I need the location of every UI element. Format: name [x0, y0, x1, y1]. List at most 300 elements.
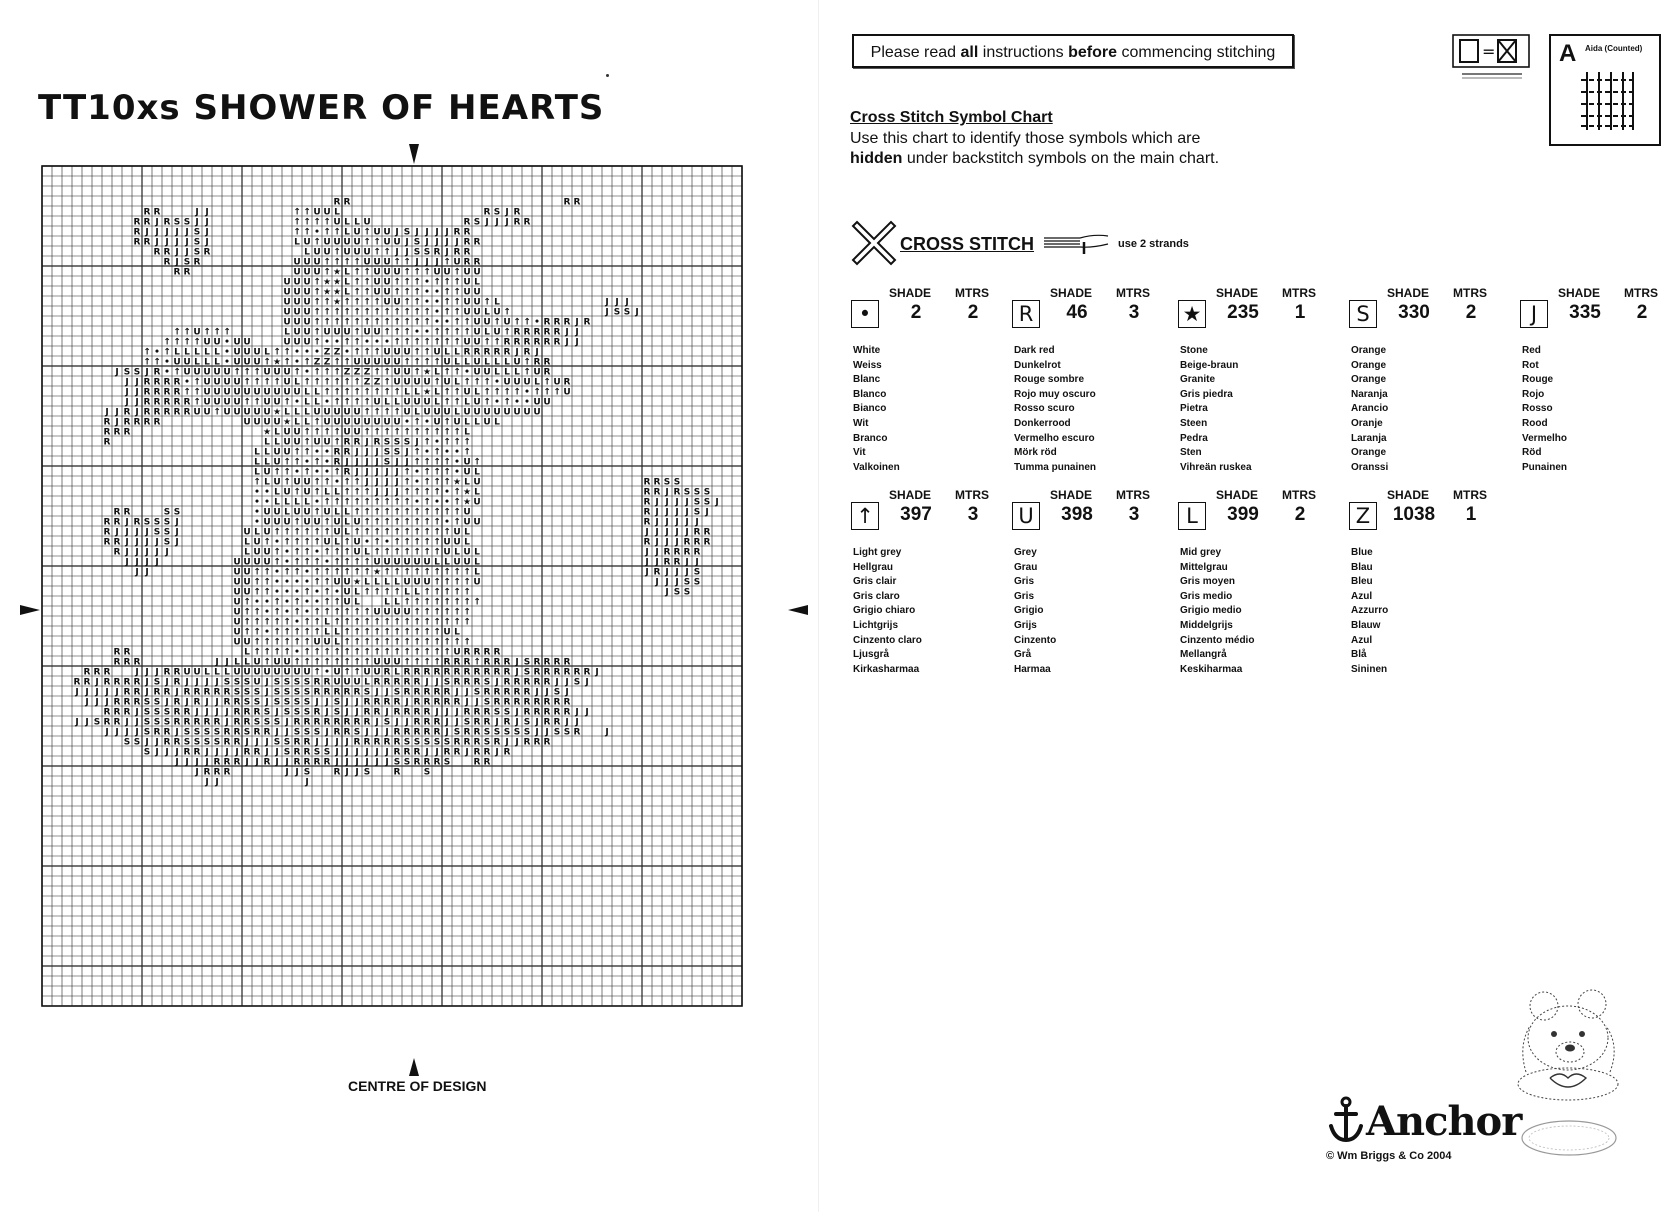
stitch-cell: U	[373, 667, 381, 678]
stitch-cell: R	[103, 437, 111, 448]
stitch-cell: ↑	[403, 327, 411, 338]
stitch-cell: J	[365, 467, 369, 478]
stitch-cell: U	[323, 207, 331, 218]
stitch-cell: J	[415, 227, 419, 238]
stitch-cell: ↑	[433, 527, 441, 538]
stitch-cell: J	[95, 677, 99, 688]
stitch-cell: S	[243, 687, 251, 698]
stitch-cell: U	[393, 237, 401, 248]
stitch-cell: R	[123, 417, 131, 428]
stitch-cell: R	[563, 707, 571, 718]
stitch-cell: U	[373, 227, 381, 238]
stitch-cell: ↑	[323, 577, 331, 588]
stitch-cell: U	[473, 297, 481, 308]
stitch-cell: J	[175, 227, 179, 238]
stitch-cell: •	[324, 667, 330, 678]
stitch-cell: S	[493, 707, 501, 718]
stitch-cell: J	[565, 677, 569, 688]
stitch-cell: U	[253, 667, 261, 678]
stitch-cell: ↑	[363, 267, 371, 278]
stitch-cell: •	[294, 647, 300, 658]
stitch-cell: J	[445, 237, 449, 248]
stitch-cell: ↑	[453, 507, 461, 518]
stitch-cell: J	[385, 707, 389, 718]
stitch-cell: •	[444, 517, 450, 528]
stitch-cell: U	[263, 387, 271, 398]
stitch-cell: S	[283, 707, 291, 718]
stitch-cell: S	[383, 717, 391, 728]
stitch-cell: ↑	[313, 627, 321, 638]
stitch-cell: R	[363, 697, 371, 708]
stitch-cell: J	[135, 377, 139, 388]
stitch-cell: U	[283, 447, 291, 458]
stitch-cell: U	[253, 677, 261, 688]
stitch-cell: S	[493, 727, 501, 738]
stitch-cell: U	[353, 517, 361, 528]
stitch-cell: U	[473, 317, 481, 328]
stitch-cell: R	[423, 727, 431, 738]
stitch-cell: ↑	[243, 607, 251, 618]
stitch-cell: ↑	[163, 347, 171, 358]
stitch-cell: R	[473, 757, 481, 768]
stitch-cell: ↑	[463, 567, 471, 578]
stitch-cell: ↑	[293, 637, 301, 648]
stitch-cell: R	[93, 667, 101, 678]
cross-stitch-chart	[36, 160, 788, 1056]
stitch-cell: R	[643, 477, 651, 488]
stitch-cell: U	[383, 357, 391, 368]
stitch-cell: ↑	[543, 387, 551, 398]
stitch-cell: R	[703, 537, 711, 548]
stitch-cell: ↑	[453, 517, 461, 528]
colour-name: Orange	[1351, 359, 1387, 371]
stitch-cell: ↑	[423, 357, 431, 368]
stitch-cell: R	[543, 667, 551, 678]
stitch-cell: U	[363, 327, 371, 338]
stitch-cell: R	[373, 707, 381, 718]
stitch-cell: L	[304, 397, 310, 408]
stitch-cell: J	[515, 737, 519, 748]
stitch-cell: J	[425, 237, 429, 248]
stitch-cell: L	[294, 377, 300, 388]
stitch-cell: U	[303, 507, 311, 518]
stitch-cell: •	[224, 357, 230, 368]
stitch-cell: J	[655, 497, 659, 508]
stitch-cell: J	[135, 397, 139, 408]
stitch-cell: ↑	[283, 347, 291, 358]
shade-header: SHADE	[1216, 286, 1259, 300]
logo-stamp-icon	[1520, 1118, 1618, 1158]
stitch-cell: ↑	[353, 627, 361, 638]
stitch-cell: ↑	[293, 367, 301, 378]
stitch-cell: ↑	[413, 507, 421, 518]
stitch-cell: •	[284, 557, 290, 568]
stitch-cell: U	[253, 357, 261, 368]
stitch-cell: L	[444, 557, 450, 568]
stitch-cell: J	[465, 697, 469, 708]
colour-name: Arancio	[1351, 403, 1389, 415]
stitch-cell: J	[565, 327, 569, 338]
stitch-cell: L	[474, 277, 480, 288]
stitch-cell: J	[195, 757, 199, 768]
stitch-cell: ↑	[273, 547, 281, 558]
notice-mid: instructions	[978, 44, 1069, 61]
stitch-cell: R	[333, 727, 341, 738]
stitch-cell: ↑	[293, 517, 301, 528]
stitch-cell: ↑	[173, 327, 181, 338]
shade-number: 2	[910, 302, 922, 323]
notice-bold-before: before	[1068, 44, 1118, 61]
stitch-cell: U	[193, 407, 201, 418]
stitch-cell: U	[233, 607, 241, 618]
stitch-cell: R	[313, 707, 321, 718]
stitch-cell: U	[463, 267, 471, 278]
stitch-cell: ↑	[433, 457, 441, 468]
stitch-cell: ↑	[393, 517, 401, 528]
stitch-cell: S	[183, 737, 191, 748]
stitch-cell: L	[464, 477, 470, 488]
stitch-cell: U	[303, 267, 311, 278]
stitch-cell: U	[323, 417, 331, 428]
stitch-cell: ↑	[413, 287, 421, 298]
stitch-cell: J	[265, 697, 269, 708]
colour-name: Red	[1522, 345, 1541, 356]
stitch-cell: S	[293, 687, 301, 698]
mtrs-header: MTRS	[1116, 286, 1150, 300]
stitch-cell: ↑	[203, 327, 211, 338]
stitch-cell: ↑	[303, 637, 311, 648]
stitch-cell: R	[193, 717, 201, 728]
stitch-cell: ↑	[303, 627, 311, 638]
stitch-cell: ↑	[253, 587, 261, 598]
stitch-cell: J	[655, 517, 659, 528]
stitch-cell: J	[155, 217, 159, 228]
stitch-cell: L	[334, 507, 340, 518]
stitch-cell: ↑	[383, 517, 391, 528]
stitch-cell: J	[435, 747, 439, 758]
stitch-cell: ↑	[403, 267, 411, 278]
stitch-cell: R	[453, 677, 461, 688]
stitch-cell: U	[403, 557, 411, 568]
stitch-cell: ↑	[313, 507, 321, 518]
stitch-cell: J	[375, 687, 379, 698]
stitch-cell: L	[344, 517, 350, 528]
stitch-cell: ↑	[443, 367, 451, 378]
stitch-cell: ↑	[313, 457, 321, 468]
stitch-cell: J	[645, 547, 649, 558]
stitch-cell: ↑	[443, 327, 451, 338]
centre-of-design-label: CENTRE OF DESIGN	[348, 1078, 487, 1094]
stitch-cell: J	[165, 747, 169, 758]
stitch-cell: R	[183, 747, 191, 758]
stitch-cell: U	[273, 387, 281, 398]
stitch-cell: S	[193, 227, 201, 238]
stitch-cell: S	[303, 687, 311, 698]
stitch-cell: Z	[373, 377, 381, 388]
stitch-cell: ↑	[433, 607, 441, 618]
stitch-cell: ↑	[503, 327, 511, 338]
stitch-cell: •	[404, 417, 410, 428]
stitch-cell: U	[563, 387, 571, 398]
stitch-cell: ↑	[283, 617, 291, 628]
colour-name: Grigio chiaro	[853, 605, 916, 617]
stitch-cell: L	[254, 447, 260, 458]
stitch-cell: ↑	[353, 567, 361, 578]
stitch-cell: R	[553, 717, 561, 728]
stitch-cell: ↑	[403, 627, 411, 638]
stitch-cell: ↑	[363, 317, 371, 328]
stitch-cell: U	[373, 257, 381, 268]
stitch-cell: U	[303, 337, 311, 348]
stitch-cell: ↑	[323, 297, 331, 308]
stitch-cell: S	[123, 367, 131, 378]
stitch-cell: ↑	[423, 337, 431, 348]
stitch-cell: U	[443, 357, 451, 368]
stitch-cell: •	[284, 547, 290, 558]
stitch-cell: ↑	[373, 347, 381, 358]
stitch-cell: Z	[353, 367, 361, 378]
stitch-cell: R	[113, 427, 121, 438]
stitch-cell: ↑	[303, 447, 311, 458]
stitch-cell: R	[333, 447, 341, 458]
stitch-cell: ↑	[273, 467, 281, 478]
stitch-cell: ↑	[403, 617, 411, 628]
stitch-cell: L	[304, 387, 310, 398]
stitch-cell: J	[595, 667, 599, 678]
stitch-cell: ↑	[373, 587, 381, 598]
stitch-cell: R	[163, 387, 171, 398]
stitch-cell: ↑	[283, 477, 291, 488]
stitch-cell: ↑	[433, 467, 441, 478]
stitch-cell: ↑	[403, 297, 411, 308]
stitch-cell: ↑	[303, 227, 311, 238]
stitch-cell: U	[463, 387, 471, 398]
stitch-cell: J	[715, 497, 719, 508]
stitch-cell: R	[153, 407, 161, 418]
stitch-cell: ↑	[303, 617, 311, 628]
stitch-cell: •	[224, 347, 230, 358]
shade-header: SHADE	[889, 286, 932, 300]
stitch-cell: R	[463, 217, 471, 228]
stitch-cell: R	[153, 207, 161, 218]
stitch-cell: J	[375, 757, 379, 768]
colour-name: Orange	[1351, 374, 1387, 386]
anchor-icon	[1327, 1096, 1365, 1144]
stitch-cell: R	[313, 757, 321, 768]
stitch-cell: U	[323, 507, 331, 518]
stitch-cell: R	[243, 747, 251, 758]
stitch-cell: U	[473, 517, 481, 528]
stitch-cell: J	[355, 697, 359, 708]
stitch-cell: U	[293, 477, 301, 488]
stitch-cell: ↑	[323, 427, 331, 438]
stitch-cell: ↑	[413, 357, 421, 368]
stitch-cell: U	[283, 437, 291, 448]
stitch-cell: U	[493, 407, 501, 418]
stitch-cell: U	[303, 327, 311, 338]
stitch-cell: ↑	[163, 337, 171, 348]
stitch-cell: R	[543, 657, 551, 668]
stitch-cell: •	[414, 477, 420, 488]
stitch-cell: ↑	[383, 327, 391, 338]
stitch-cell: L	[324, 627, 330, 638]
stitch-cell: ★	[272, 357, 282, 368]
stitch-cell: ↑	[363, 507, 371, 518]
stitch-cell: R	[373, 737, 381, 748]
stitch-cell: S	[283, 697, 291, 708]
colour-name: Cinzento	[1014, 634, 1057, 646]
stitch-cell: U	[363, 667, 371, 678]
stitch-cell: •	[344, 347, 350, 358]
stitch-cell: ↑	[303, 437, 311, 448]
stitch-cell: J	[155, 747, 159, 758]
stitch-cell: ↑	[353, 647, 361, 658]
stitch-cell: ★	[322, 287, 332, 298]
stitch-cell: R	[493, 647, 501, 658]
stitch-cell: L	[284, 507, 290, 518]
stitch-cell: ↑	[423, 317, 431, 328]
stitch-cell: S	[233, 687, 241, 698]
stitch-cell: J	[155, 547, 159, 558]
stitch-cell: ↑	[483, 387, 491, 398]
stitch-cell: U	[383, 257, 391, 268]
stitch-cell: S	[523, 727, 531, 738]
stitch-cell: L	[174, 347, 180, 358]
stitch-cell: ↑	[503, 397, 511, 408]
stitch-cell: U	[233, 407, 241, 418]
stitch-cell: ↑	[473, 457, 481, 468]
stitch-cell: J	[115, 407, 119, 418]
colour-name: Gris	[1014, 576, 1035, 588]
stitch-cell: U	[213, 337, 221, 348]
stitch-cell: ↑	[313, 367, 321, 378]
stitch-cell: R	[433, 247, 441, 258]
metres-value: 1	[1294, 302, 1306, 323]
stitch-cell: ↑	[343, 497, 351, 508]
stitch-cell: R	[563, 377, 571, 388]
stitch-cell: ↑	[453, 297, 461, 308]
colour-name: Vermelho escuro	[1014, 432, 1095, 444]
stitch-cell: J	[355, 707, 359, 718]
stitch-cell: U	[473, 327, 481, 338]
stitch-cell: R	[313, 677, 321, 688]
stitch-cell: J	[385, 757, 389, 768]
stitch-cell: J	[665, 577, 669, 588]
stitch-cell: ↑	[413, 457, 421, 468]
stitch-equals-icon	[1452, 34, 1530, 68]
stitch-cell: R	[153, 727, 161, 738]
stitch-cell: U	[293, 307, 301, 318]
stitch-cell: ↑	[293, 657, 301, 668]
stitch-cell: R	[643, 537, 651, 548]
stitch-cell: ↑	[343, 667, 351, 678]
stitch-cell: ↑	[423, 507, 431, 518]
stitch-cell: U	[363, 247, 371, 258]
stitch-cell: •	[454, 467, 460, 478]
stitch-cell: S	[153, 677, 161, 688]
colour-name: Kirkasharmaa	[853, 663, 920, 675]
stitch-cell: R	[143, 217, 151, 228]
stitch-cell: ↑	[453, 387, 461, 398]
stitch-cell: ↑	[513, 317, 521, 328]
stitch-cell: S	[303, 707, 311, 718]
stitch-cell: L	[364, 677, 370, 688]
stitch-cell: S	[153, 517, 161, 528]
stitch-cell: R	[523, 687, 531, 698]
stitch-cell: ↑	[263, 567, 271, 578]
stitch-cell: ↑	[443, 287, 451, 298]
stitch-cell: L	[264, 447, 270, 458]
stitch-cell: R	[443, 687, 451, 698]
stitch-cell: S	[173, 507, 181, 518]
stitch-cell: U	[263, 407, 271, 418]
stitch-cell: R	[163, 397, 171, 408]
stitch-cell: J	[235, 747, 239, 758]
stitch-cell: J	[575, 337, 579, 348]
stitch-cell: ↑	[363, 607, 371, 618]
colour-name: Rouge sombre	[1014, 374, 1085, 386]
stitch-cell: ↑	[483, 337, 491, 348]
stitch-cell: U	[493, 307, 501, 318]
stitch-cell: J	[355, 467, 359, 478]
stitch-cell: S	[673, 587, 681, 598]
stitch-cell: ↑	[443, 297, 451, 308]
shade-number: 399	[1227, 504, 1259, 525]
stitch-cell: ↑	[313, 537, 321, 548]
stitch-cell: Z	[313, 357, 321, 368]
stitch-cell: R	[353, 437, 361, 448]
stitch-cell: R	[153, 387, 161, 398]
colour-name: Vihreän ruskea	[1180, 461, 1252, 473]
stitch-cell: R	[163, 257, 171, 268]
stitch-cell: ↑	[313, 577, 321, 588]
stitch-cell: J	[425, 227, 429, 238]
stitch-cell: S	[303, 727, 311, 738]
stitch-cell: R	[413, 687, 421, 698]
stitch-cell: R	[143, 207, 151, 218]
stitch-cell: ↑	[183, 327, 191, 338]
colour-name: Rosso scuro	[1014, 403, 1075, 415]
stitch-cell: ↑	[373, 307, 381, 318]
stitch-cell: ↑	[423, 597, 431, 608]
stitch-cell: •	[494, 397, 500, 408]
stitch-cell: L	[344, 507, 350, 518]
svg-text:=: =	[1482, 42, 1496, 61]
stitch-cell: J	[195, 677, 199, 688]
stitch-cell: •	[384, 537, 390, 548]
stitch-cell: ↑	[253, 367, 261, 378]
stitch-cell: ↑	[323, 387, 331, 398]
stitch-cell: U	[273, 417, 281, 428]
stitch-cell: U	[283, 377, 291, 388]
stitch-cell: S	[153, 707, 161, 718]
stitch-cell: ↑	[193, 377, 201, 388]
stitch-cell: ↑	[353, 667, 361, 678]
stitch-cell: U	[323, 407, 331, 418]
stitch-cell: ↑	[433, 377, 441, 388]
colour-name: Pietra	[1180, 403, 1208, 415]
stitch-cell: •	[284, 607, 290, 618]
stitch-cell: J	[565, 337, 569, 348]
stitch-cell: U	[283, 487, 291, 498]
stitch-cell: R	[533, 337, 541, 348]
stitch-cell: R	[133, 217, 141, 228]
stitch-cell: ↑	[363, 557, 371, 568]
stitch-cell: R	[383, 667, 391, 678]
stitch-cell: J	[75, 687, 79, 698]
stitch-cell: ★	[282, 417, 292, 428]
stitch-cell: R	[333, 197, 341, 208]
